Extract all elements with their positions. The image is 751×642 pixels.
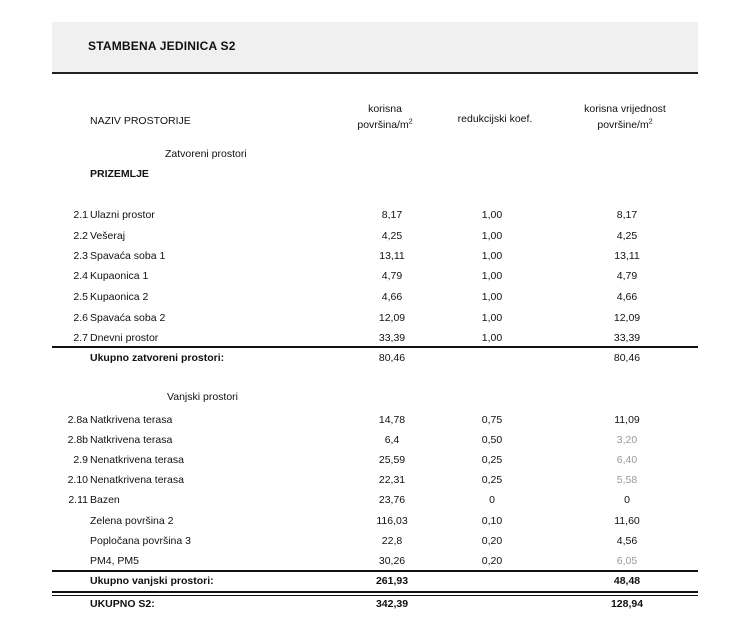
- header-value-line2: površine/$m^2$: [597, 118, 653, 131]
- table-row: 2.4 Kupaonica 1 4,79 1,00 4,79: [73, 270, 638, 282]
- section-open-label: Vanjski prostori: [167, 391, 238, 403]
- divider-grand-total-top: [52, 591, 698, 593]
- header-value: [560, 101, 690, 133]
- floor-label: PRIZEMLJE: [90, 168, 149, 180]
- header-reduction: redukcijski koef.: [457, 113, 533, 125]
- header-name: NAZIV PROSTORIJE: [90, 115, 191, 127]
- table-row: 2.10 Nenatkrivena terasa 22,31 0,25 5,58: [67, 474, 638, 486]
- closed-total-row: Ukupno zatvoreni prostori: 80,46 80,46: [90, 352, 641, 364]
- open-total-row: Ukupno vanjski prostori: 261,93 48,48: [90, 575, 641, 587]
- table-row: 2.7 Dnevni prostor 33,39 1,00 33,39: [73, 332, 641, 344]
- title-bar: [52, 22, 698, 74]
- table-row: 2.1 Ulazni prostor 8,17 1,00 8,17: [73, 209, 638, 221]
- table-row: 2.2 Vešeraj 4,25 1,00 4,25: [73, 230, 638, 242]
- table-row: 2.5 Kupaonica 2 4,66 1,00 4,66: [73, 291, 638, 303]
- page-title: STAMBENA JEDINICA S2: [88, 39, 236, 53]
- header-area-line2: površina/$m^2$: [357, 118, 413, 131]
- grand-total-row: UKUPNO S2: 342,39 128,94: [90, 598, 644, 610]
- table-row: 2.9 Nenatkrivena terasa 25,59 0,25 6,40: [73, 454, 638, 466]
- table-row: 2.8a Natkrivena terasa 14,78 0,75 11,09: [67, 414, 640, 426]
- table-row: Zelena površina 2 116,03 0,10 11,60: [90, 515, 640, 527]
- table-row: 2.11 Bazen 23,76 0 0: [68, 494, 630, 506]
- header-area-line1: korisna: [368, 103, 402, 115]
- section-closed-label: Zatvoreni prostori: [165, 148, 247, 160]
- table-row: PM4, PM5 30,26 0,20 6,05: [90, 555, 638, 567]
- header-area: [340, 101, 430, 133]
- header-value-line1: korisna vrijednost: [584, 103, 666, 115]
- table-row: 2.3 Spavaća soba 1 13,11 1,00 13,11: [73, 250, 640, 262]
- table-row: 2.6 Spavaća soba 2 12,09 1,00 12,09: [73, 312, 641, 324]
- table-row: 2.8b Natkrivena terasa 6,4 0,50 3,20: [67, 434, 638, 446]
- table-row: Popločana površina 3 22,8 0,20 4,56: [90, 535, 638, 547]
